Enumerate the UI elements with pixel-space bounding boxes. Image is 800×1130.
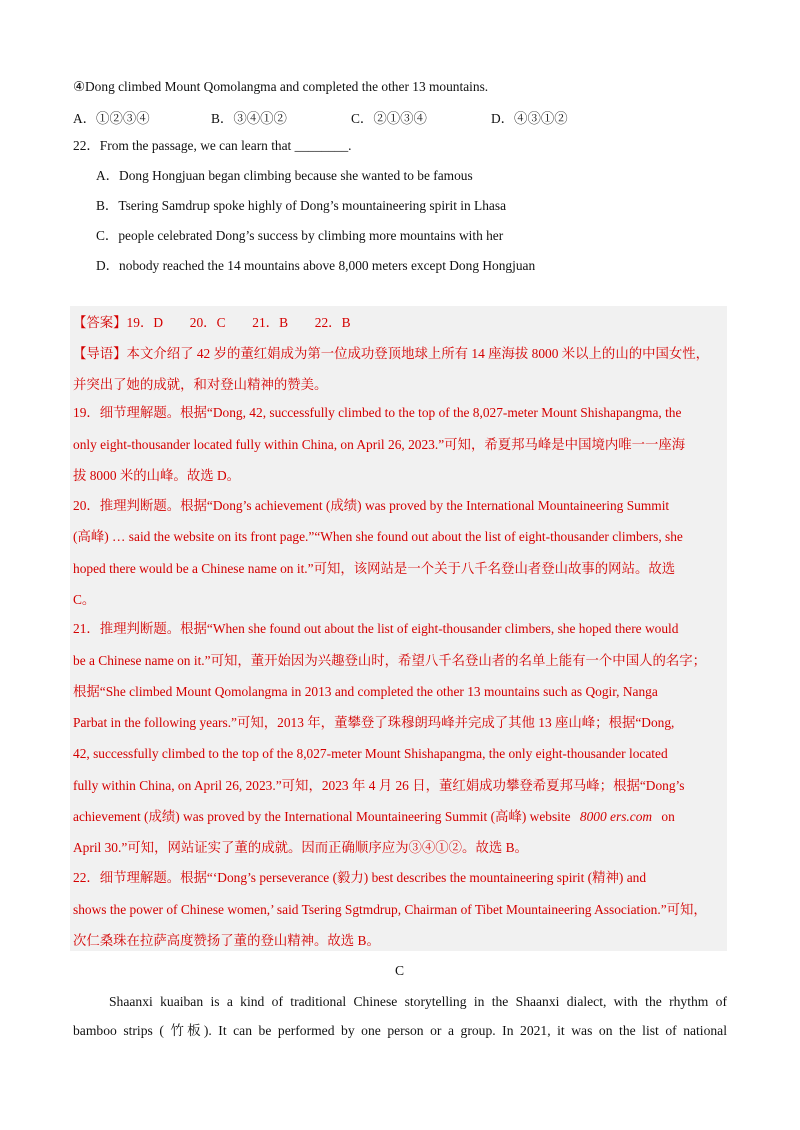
q21-option-d: D．④③①②: [491, 111, 568, 126]
explain-21-line-1: 21．推理判断题。根据“When she found out about the list of eight-thousander climbers, she hoped there would: [73, 621, 679, 636]
explain-21-line-5: 42, successfully climbed to the top of the 8,027-meter Mount Shishapangma, the only eight-thousander located: [73, 746, 668, 761]
explain-19-line-2: only eight-thousander located fully within China, on April 26, 2023.”可知，希夏邦马峰是中国境内唯一一座海: [73, 437, 686, 452]
passage-line-1: Shaanxi kuaiban is a kind of traditional Chinese storytelling in the Shaanxi dialect, with the rhythm of: [109, 994, 727, 1009]
guide-line-2: 并突出了她的成就，和对登山精神的赞美。: [73, 377, 328, 392]
explain-21-line-7: [73, 808, 675, 826]
explain-21-line-7-end: on: [658, 809, 675, 824]
q22-stem: 22．From the passage, we can learn that ________.: [73, 138, 352, 153]
explain-20-line-2: (高峰) … said the website on its front page.”“When she found out about the list of eight-thousander climbers, she: [73, 529, 683, 544]
explain-19-line-3: 拔 8000 米的山峰。故选 D。: [73, 468, 241, 483]
explain-21-line-2: be a Chinese name on it.”可知，董开始因为兴趣登山时，希望八千名登山者的名单上能有一个中国人的名字；: [73, 653, 707, 668]
explain-22-line-3: 次仁桑珠在拉萨高度赞扬了董的登山精神。故选 B。: [73, 933, 380, 948]
explain-20-line-4: C。: [73, 592, 96, 607]
passage-line-2: bamboo strips ( 竹板). It can be performed by one person or a group. In 2021, it was on the list of national: [73, 1023, 727, 1038]
explain-20-line-1: 20．推理判断题。根据“Dong’s achievement (成绩) was proved by the International Mountaineering Summit: [73, 498, 670, 513]
section-label: C: [395, 963, 405, 978]
q21-option-b: B．③④①②: [211, 111, 287, 126]
q22-option-c: C．people celebrated Dong’s success by climbing more mountains with her: [96, 228, 504, 243]
explain-22-line-1: 22．细节理解题。根据“‘Dong’s perseverance (毅力) best describes the mountaineering spirit (精神) and: [73, 870, 647, 885]
q21-statement-4: ④Dong climbed Mount Qomolangma and completed the other 13 mountains.: [73, 79, 489, 94]
q21-option-c: C．②①③④: [351, 111, 427, 126]
explain-19-line-1: 19．细节理解题。根据“Dong, 42, successfully climbed to the top of the 8,027-meter Mount Shishapangma, the: [73, 405, 682, 420]
explain-22-line-2: shows the power of Chinese women,’ said Tsering Sgtmdrup, Chairman of Tibet Mountaineering Association.”可知，: [73, 902, 707, 917]
explain-21-line-3: 根据“She climbed Mount Qomolangma in 2013 and completed the other 13 mountains such as Qogir, Nanga: [73, 684, 658, 699]
explain-21-line-8: April 30.”可知，网站证实了董的成就。因而正确顺序应为③④①②。故选 B。: [73, 840, 528, 855]
q22-option-a: A．Dong Hongjuan began climbing because she wanted to be famous: [96, 168, 473, 183]
explain-21-line-7-text: achievement (成绩) was proved by the International Mountaineering Summit (高峰) website: [73, 809, 574, 824]
guide-line-1: 【导语】本文介绍了 42 岁的董红娟成为第一位成功登顶地球上所有 14 座海拔 8000 米以上的山的中国女性，: [73, 346, 710, 361]
explain-21-line-6: fully within China, on April 26, 2023.”可知，2023 年 4 月 26 日，董红娟成功攀登希夏邦马峰；根据“Dong’s: [73, 778, 685, 793]
answer-key: 【答案】19．D 20．C 21．B 22．B: [73, 315, 351, 330]
explain-20-line-3: hoped there would be a Chinese name on it.”可知，该网站是一个关于八千名登山者登山故事的网站。故选: [73, 561, 676, 576]
q22-option-d: D．nobody reached the 14 mountains above 8,000 meters except Dong Hongjuan: [96, 258, 536, 273]
website-name: 8000 ers.com: [579, 809, 653, 824]
q22-option-b: B．Tsering Samdrup spoke highly of Dong’s mountaineering spirit in Lhasa: [96, 198, 507, 213]
q21-option-a: A．①②③④: [73, 111, 150, 126]
explain-21-line-4: Parbat in the following years.”可知，2013 年，董攀登了珠穆朗玛峰并完成了其他 13 座山峰；根据“Dong,: [73, 715, 675, 730]
